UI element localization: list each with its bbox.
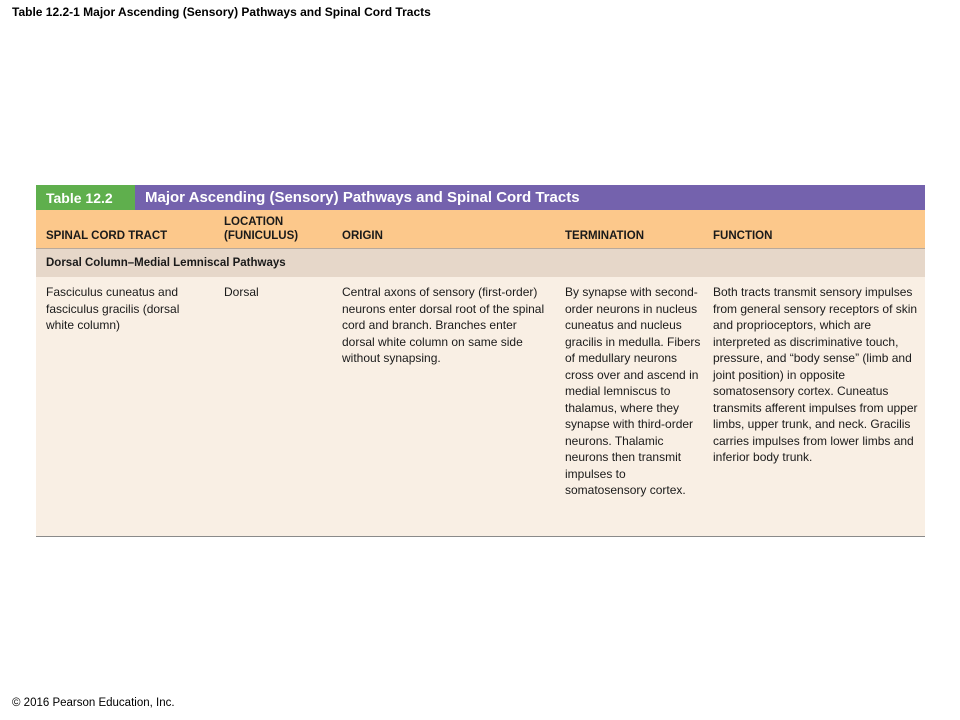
column-header-row <box>36 210 925 248</box>
section-row: Dorsal Column–Medial Lemniscal Pathways <box>36 248 925 277</box>
cell-termination: By synapse with second-order neurons in nucleus cuneatus and nucleus gracilis in medulla. Fibers of medullary neurons cross over and ascend in medial lemniscus to thalamus, where they synapse with third-order neurons. Thalamic neurons then transmit impulses to somatosensory cortex. <box>565 285 701 497</box>
pathways-table <box>36 185 925 537</box>
table-heading: Major Ascending (Sensory) Pathways and Spinal Cord Tracts <box>135 185 925 210</box>
cell-tract: Fasciculus cuneatus and fasciculus gracilis (dorsal white column) <box>46 285 180 332</box>
column-header-location: LOCATION (FUNICULUS) <box>224 216 299 242</box>
cell-origin: Central axons of sensory (first-order) neurons enter dorsal root of the spinal cord and branch. Branches enter dorsal white column on same side without synapsing. <box>342 285 545 365</box>
column-header-termination: TERMINATION <box>565 230 645 242</box>
cell-function: Both tracts transmit sensory impulses from general sensory receptors of skin and proprioceptors, which are interpreted as discriminative touch, pressure, and “body sense” (limb and joint position) in opposite somatosensory cortex. Cuneatus transmits afferent impulses from upper limbs, upper trunk, and neck. Gracilis carries impulses from lower limbs and inferior body trunk. <box>713 285 918 464</box>
column-header-origin: ORIGIN <box>342 230 383 242</box>
column-header-function: FUNCTION <box>713 230 773 242</box>
table-title-bar <box>36 185 925 210</box>
table-number-tag: Table 12.2 <box>36 185 135 210</box>
table-row <box>36 277 925 537</box>
copyright-notice: © 2016 Pearson Education, Inc. <box>12 697 175 709</box>
cell-location: Dorsal <box>224 285 259 299</box>
column-header-tract: SPINAL CORD TRACT <box>46 230 168 242</box>
slide-title: Table 12.2-1 Major Ascending (Sensory) Pathways and Spinal Cord Tracts <box>12 5 431 19</box>
